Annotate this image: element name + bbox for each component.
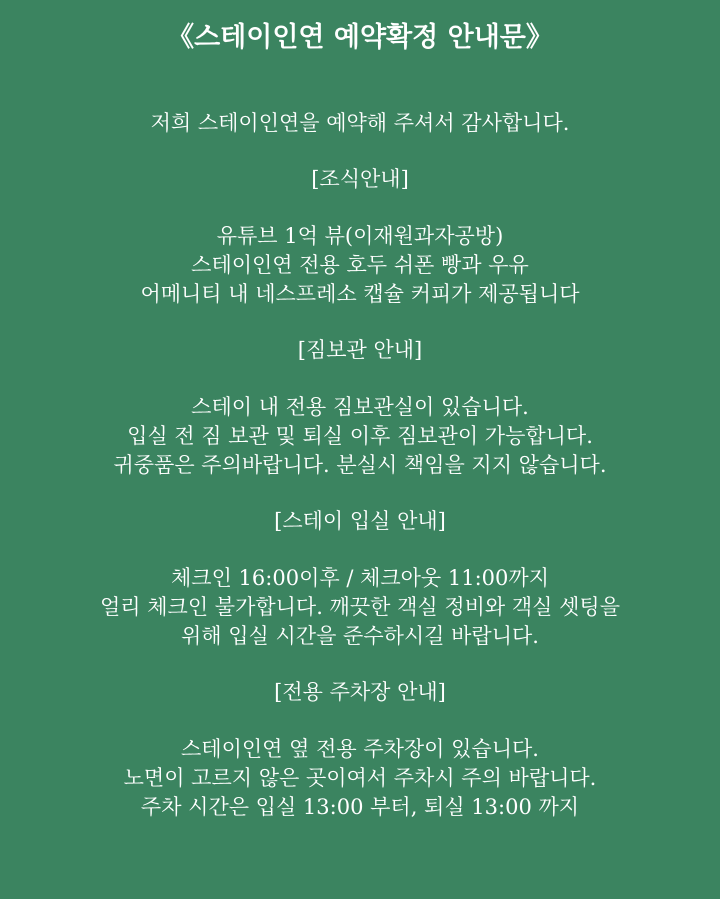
breakfast-line: 어메니티 내 네스프레소 캡슐 커피가 제공됩니다 [140, 282, 580, 306]
notice-title: 《스테이인연 예약확정 안내문》 [167, 22, 553, 53]
luggage-line: 스테이 내 전용 짐보관실이 있습니다. [191, 395, 529, 419]
checkin-line: 체크인 16:00이후 / 체크아웃 11:00까지 [171, 566, 549, 590]
breakfast-line: 스테이인연 전용 호두 쉬폰 빵과 우유 [191, 253, 529, 277]
checkin-line: 얼리 체크인 불가합니다. 깨끗한 객실 정비와 객실 셋팅을 [100, 595, 620, 619]
parking-heading: [전용 주차장 안내] [274, 680, 446, 704]
checkin-heading: [스테이 입실 안내] [274, 509, 446, 533]
parking-line: 스테이인연 옆 전용 주차장이 있습니다. [181, 737, 539, 761]
luggage-line: 입실 전 짐 보관 및 퇴실 이후 짐보관이 가능합니다. [127, 424, 593, 448]
breakfast-line: 유튜브 1억 뷰(이재원과자공방) [216, 224, 504, 248]
breakfast-heading: [조식안내] [311, 167, 409, 191]
greeting-text: 저희 스테이인연을 예약해 주셔서 감사합니다. [150, 111, 570, 135]
luggage-line: 귀중품은 주의바랍니다. 분실시 책임을 지지 않습니다. [113, 453, 607, 477]
parking-line: 주차 시간은 입실 13:00 부터, 퇴실 13:00 까지 [140, 795, 580, 819]
parking-line: 노면이 고르지 않은 곳이여서 주차시 주의 바랍니다. [123, 766, 597, 790]
checkin-line: 위해 입실 시간을 준수하시길 바랍니다. [181, 624, 539, 648]
luggage-heading: [짐보관 안내] [297, 338, 423, 362]
